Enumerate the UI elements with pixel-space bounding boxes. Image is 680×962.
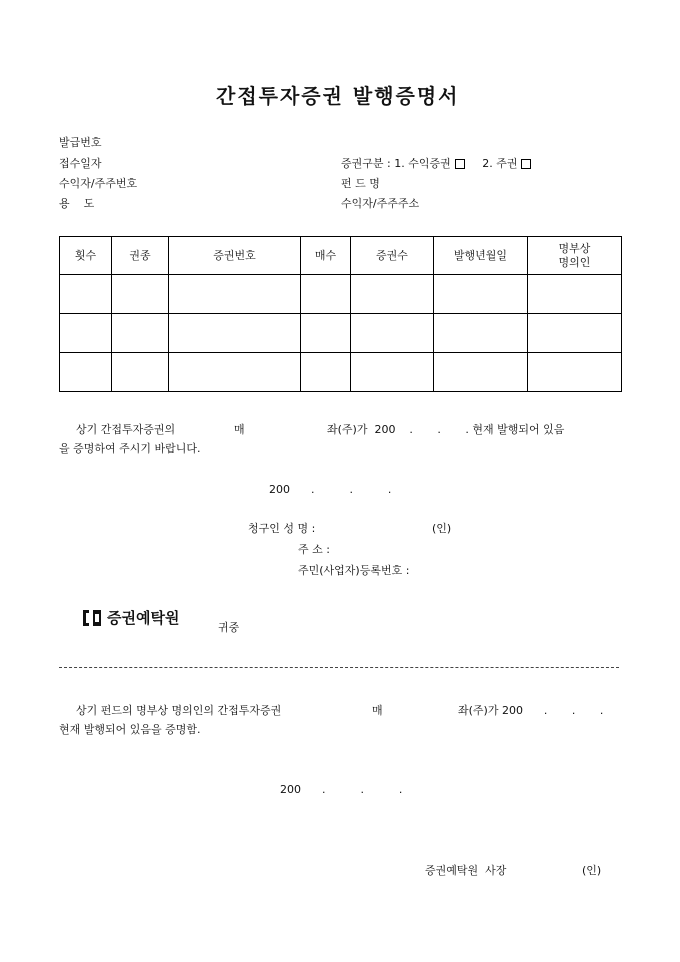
certify-line1-c: 좌(주)가 200 . . . [458,704,604,717]
certifier-signature: 증권예탁원 사장 [425,864,507,877]
claimant-reg-number-label: 주민(사업자)등록번호 : [298,564,410,577]
claimant-seal: (인) [432,522,452,535]
table-cell[interactable] [169,314,301,353]
table-cell[interactable] [60,314,112,353]
certify-line2: 현재 발행되어 있음을 증명함. [59,723,201,736]
table-cell[interactable] [434,353,528,392]
table-cell[interactable] [301,353,351,392]
table-cell[interactable] [301,275,351,314]
table-cell[interactable] [351,353,434,392]
request-line1-b: 매 [234,423,245,436]
column-header: 권종 [112,237,169,275]
holder-address-label: 수익자/주주주소 [341,197,420,210]
purpose-label: 용 도 [59,197,95,210]
ksd-logo [83,607,179,628]
certify-line1-a: 상기 펀드의 명부상 명의인의 간접투자증권 [76,704,282,717]
claimant-address-label: 주 소 : [298,543,330,556]
table-cell[interactable] [112,353,169,392]
table-row [60,314,622,353]
document-title: 간접투자증권 발행증명서 [216,84,460,108]
certificate-table [59,236,622,392]
column-header: 명부상 명의인 [528,237,622,275]
ksd-logo-text: 증권예탁원 [107,609,180,627]
table-cell[interactable] [60,353,112,392]
claimant-name-label: 청구인 성 명 : [248,522,316,535]
table-cell[interactable] [434,275,528,314]
fund-name-label: 펀 드 명 [341,177,380,190]
table-cell[interactable] [112,314,169,353]
issue-number-label: 발급번호 [59,136,102,149]
request-line2: 을 증명하여 주시기 바랍니다. [59,442,201,455]
certify-date: 200 . . . [280,783,403,796]
request-line1-a: 상기 간접투자증권의 [76,423,176,436]
table-header-row [60,237,622,275]
cert-type-label: 증권구분 : 1. 수익증권 [341,157,451,170]
table-cell[interactable] [60,275,112,314]
beneficiary-cert-checkbox[interactable] [455,159,465,169]
request-line1-c: 좌(주)가 200 . . . 현재 발행되어 있음 [327,423,565,436]
cert-type-field [341,155,531,171]
table-cell[interactable] [528,353,622,392]
table-cell[interactable] [528,275,622,314]
table-cell[interactable] [169,353,301,392]
table-cell[interactable] [528,314,622,353]
certifier-seal: (인) [582,864,602,877]
ksd-logo-icon [83,610,101,626]
cut-line-divider [59,667,619,668]
certify-line1-b: 매 [372,704,383,717]
table-row [60,275,622,314]
table-cell[interactable] [301,314,351,353]
request-date: 200 . . . [269,483,392,496]
recipient-honorific: 귀중 [218,621,240,634]
holder-number-label: 수익자/주주번호 [59,177,138,190]
table-cell[interactable] [112,275,169,314]
column-header: 매수 [301,237,351,275]
table-cell[interactable] [169,275,301,314]
table-cell[interactable] [351,314,434,353]
column-header: 증권번호 [169,237,301,275]
table-cell[interactable] [351,275,434,314]
column-header: 증권수 [351,237,434,275]
table-cell[interactable] [434,314,528,353]
receipt-date-label: 접수일자 [59,157,102,170]
cert-type-option2: 2. 주권 [482,157,518,170]
column-header: 발행년월일 [434,237,528,275]
column-header: 횟수 [60,237,112,275]
table-row [60,353,622,392]
stock-checkbox[interactable] [521,159,531,169]
